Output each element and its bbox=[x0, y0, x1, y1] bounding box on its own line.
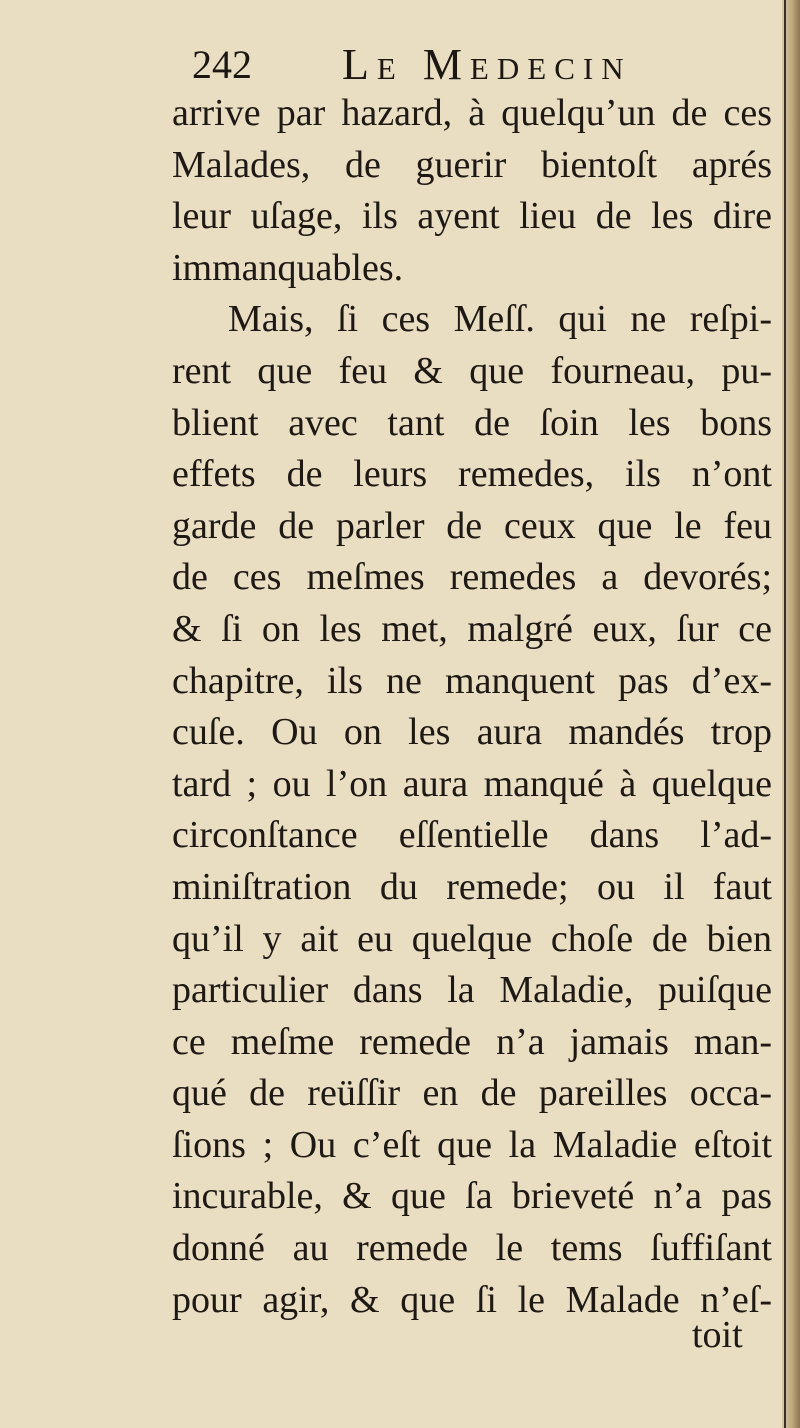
running-head bbox=[192, 40, 772, 90]
text-line: cuſe. Ou on les aura mandés trop bbox=[172, 711, 772, 754]
text-line: qu’il y ait eu quelque choſe de bien bbox=[172, 917, 772, 960]
text-line: rent que feu & que fourneau, pu- bbox=[172, 349, 772, 392]
text-line: arrive par hazard, à quelqu’un de ces bbox=[172, 92, 772, 134]
text-line: pour agir, & que ſi le Malade n’eſ- bbox=[172, 1278, 772, 1321]
paragraph-first-line: Mais, ſi ces Meſſ. qui ne reſpi- bbox=[228, 298, 772, 341]
body-text bbox=[172, 88, 772, 1326]
text-line: chapitre, ils ne manquent pas d’ex- bbox=[172, 659, 772, 702]
running-title: Le Medecin bbox=[342, 40, 632, 89]
text-line: Malades, de guerir bientoſt aprés bbox=[172, 143, 772, 186]
text-line: & ſi on les met, malgré eux, ſur ce bbox=[172, 607, 772, 650]
text-line: leur uſage, ils ayent lieu de les dire bbox=[172, 195, 772, 238]
text-line: miniſtration du remede; ou il faut bbox=[172, 865, 772, 908]
text-line: donné au remede le tems ſuffiſant bbox=[172, 1227, 772, 1270]
text-line: garde de parler de ceux que le feu bbox=[172, 504, 772, 547]
text-line: immanquables. bbox=[172, 246, 404, 289]
text-line: ce meſme remede n’a jamais man- bbox=[172, 1020, 772, 1063]
text-line: qué de reüſſir en de pareilles occa- bbox=[172, 1072, 772, 1115]
text-line: incurable, & que ſa brieveté n’a pas bbox=[172, 1175, 772, 1218]
catchword: toit bbox=[692, 1314, 743, 1356]
text-line: ſions ; Ou c’eſt que la Maladie eſtoit bbox=[172, 1123, 772, 1166]
page-number: 242 bbox=[192, 42, 252, 87]
page-edge-line bbox=[784, 0, 786, 1428]
text-line: de ces meſmes remedes a devorés; bbox=[172, 556, 772, 599]
text-line: circonſtance eſſentielle dans l’ad- bbox=[172, 814, 772, 857]
text-line: blient avec tant de ſoin les bons bbox=[172, 401, 772, 444]
text-line: tard ; ou l’on aura manqué à quelque bbox=[172, 762, 772, 805]
text-line: particulier dans la Maladie, puiſque bbox=[172, 969, 772, 1012]
text-line: effets de leurs remedes, ils n’ont bbox=[172, 453, 772, 496]
